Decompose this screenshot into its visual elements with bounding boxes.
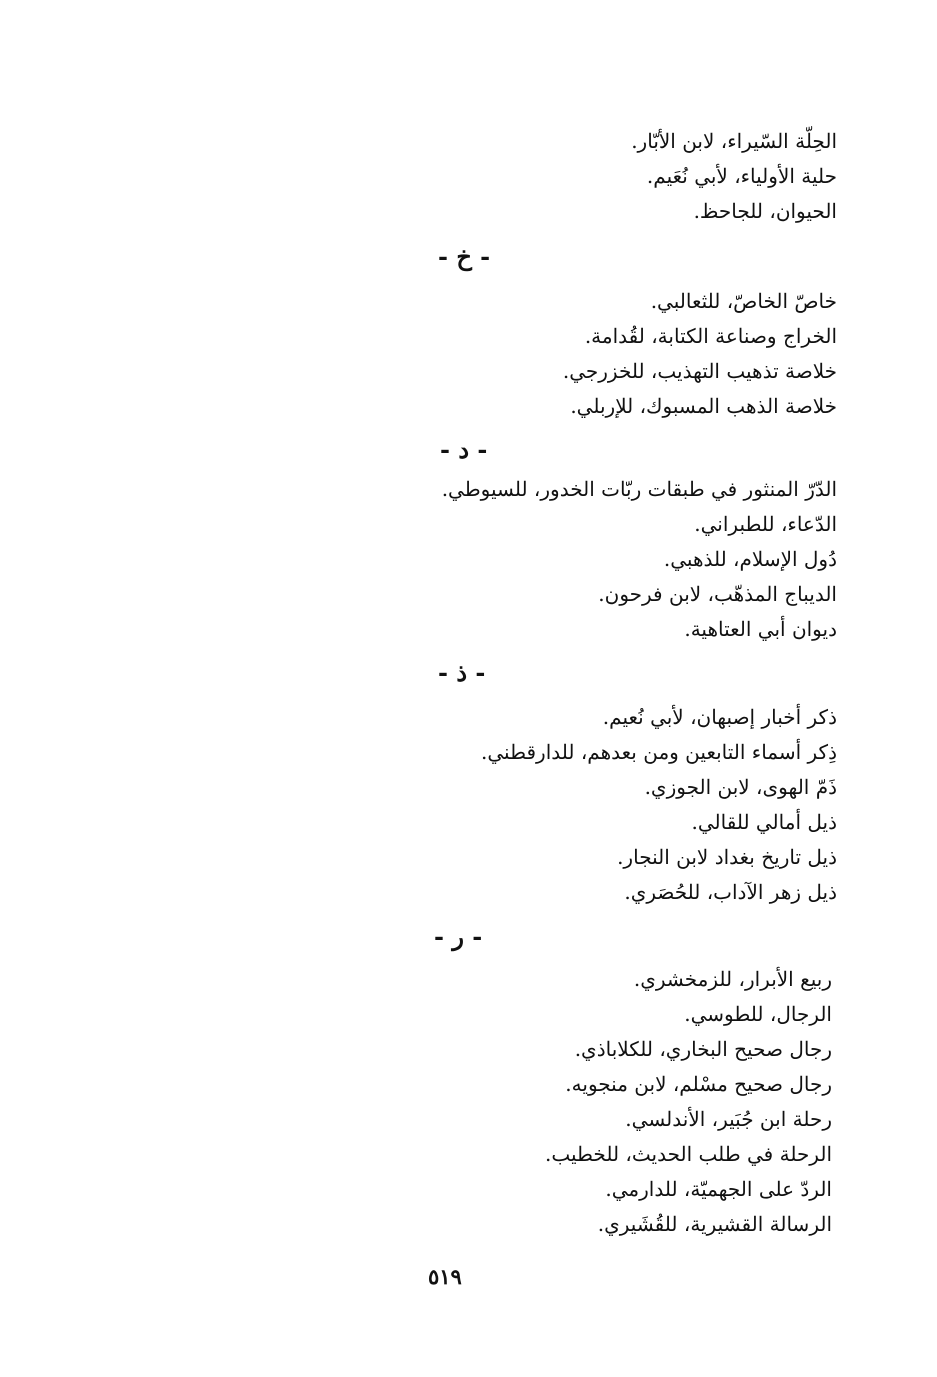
list-item: الديباج المذهّب، لابن فرحون. [598, 582, 837, 606]
section-kha [427, 284, 837, 424]
list-item: ذكر أخبار إصبهان، لأبي نُعيم. [602, 705, 837, 729]
section-thal [427, 700, 837, 910]
list-item: رجال صحيح مسْلم، لابن منجويه. [565, 1072, 832, 1096]
list-item: حلية الأولياء، لأبي نُعَيم. [646, 164, 837, 188]
section-heading-dal: - د - [440, 435, 488, 464]
list-item: الدّعاء، للطبراني. [694, 512, 837, 536]
page-number: ٥١٩ [428, 1264, 462, 1289]
list-item: ذيل زهر الآداب، للحُصَري. [624, 880, 837, 904]
list-item: خلاصة الذهب المسبوك، للإربلي. [570, 394, 837, 418]
list-item: ديوان أبي العتاهية. [684, 617, 837, 641]
list-item: ذَمّ الهوى، لابن الجوزي. [644, 775, 837, 799]
list-item: الردّ على الجهميّة، للدارمي. [605, 1177, 832, 1201]
list-item: ربيع الأبرار، للزمخشري. [633, 967, 832, 991]
list-item: ذِكر أسماء التابعين ومن بعدهم، للدارقطني. [481, 740, 837, 764]
list-item: الحِلّة السّيراء، لابن الأبّار. [631, 129, 837, 153]
list-item: خلاصة تذهيب التهذيب، للخزرجي. [562, 359, 837, 383]
section-dal [427, 472, 837, 647]
section-heading-kha: - خ - [438, 242, 491, 271]
list-item: دُول الإسلام، للذهبي. [663, 547, 837, 571]
list-item: ذيل أمالي للقالي. [691, 810, 837, 834]
section-heading-thal: - ذ - [438, 658, 486, 687]
section-continuation [427, 124, 837, 229]
list-item: الرحلة في طلب الحديث، للخطيب. [544, 1142, 832, 1166]
list-item: الدّرّ المنثور في طبقات ربّات الخدور، للسيوطي. [441, 477, 837, 501]
section-ra [422, 962, 832, 1242]
list-item: الرسالة القشيرية، للقُشَيري. [597, 1212, 832, 1236]
list-item: خاصّ الخاصّ، للثعالبي. [650, 289, 837, 313]
list-item: الحيوان، للجاحظ. [693, 199, 837, 223]
list-item: رحلة ابن جُبَير، الأندلسي. [625, 1107, 832, 1131]
list-item: الرجال، للطوسي. [684, 1002, 832, 1026]
section-heading-ra: - ر - [434, 922, 483, 951]
list-item: الخراج وصناعة الكتابة، لقُدامة. [584, 324, 837, 348]
list-item: ذيل تاريخ بغداد لابن النجار. [617, 845, 837, 869]
list-item: رجال صحيح البخاري، للكلاباذي. [574, 1037, 832, 1061]
